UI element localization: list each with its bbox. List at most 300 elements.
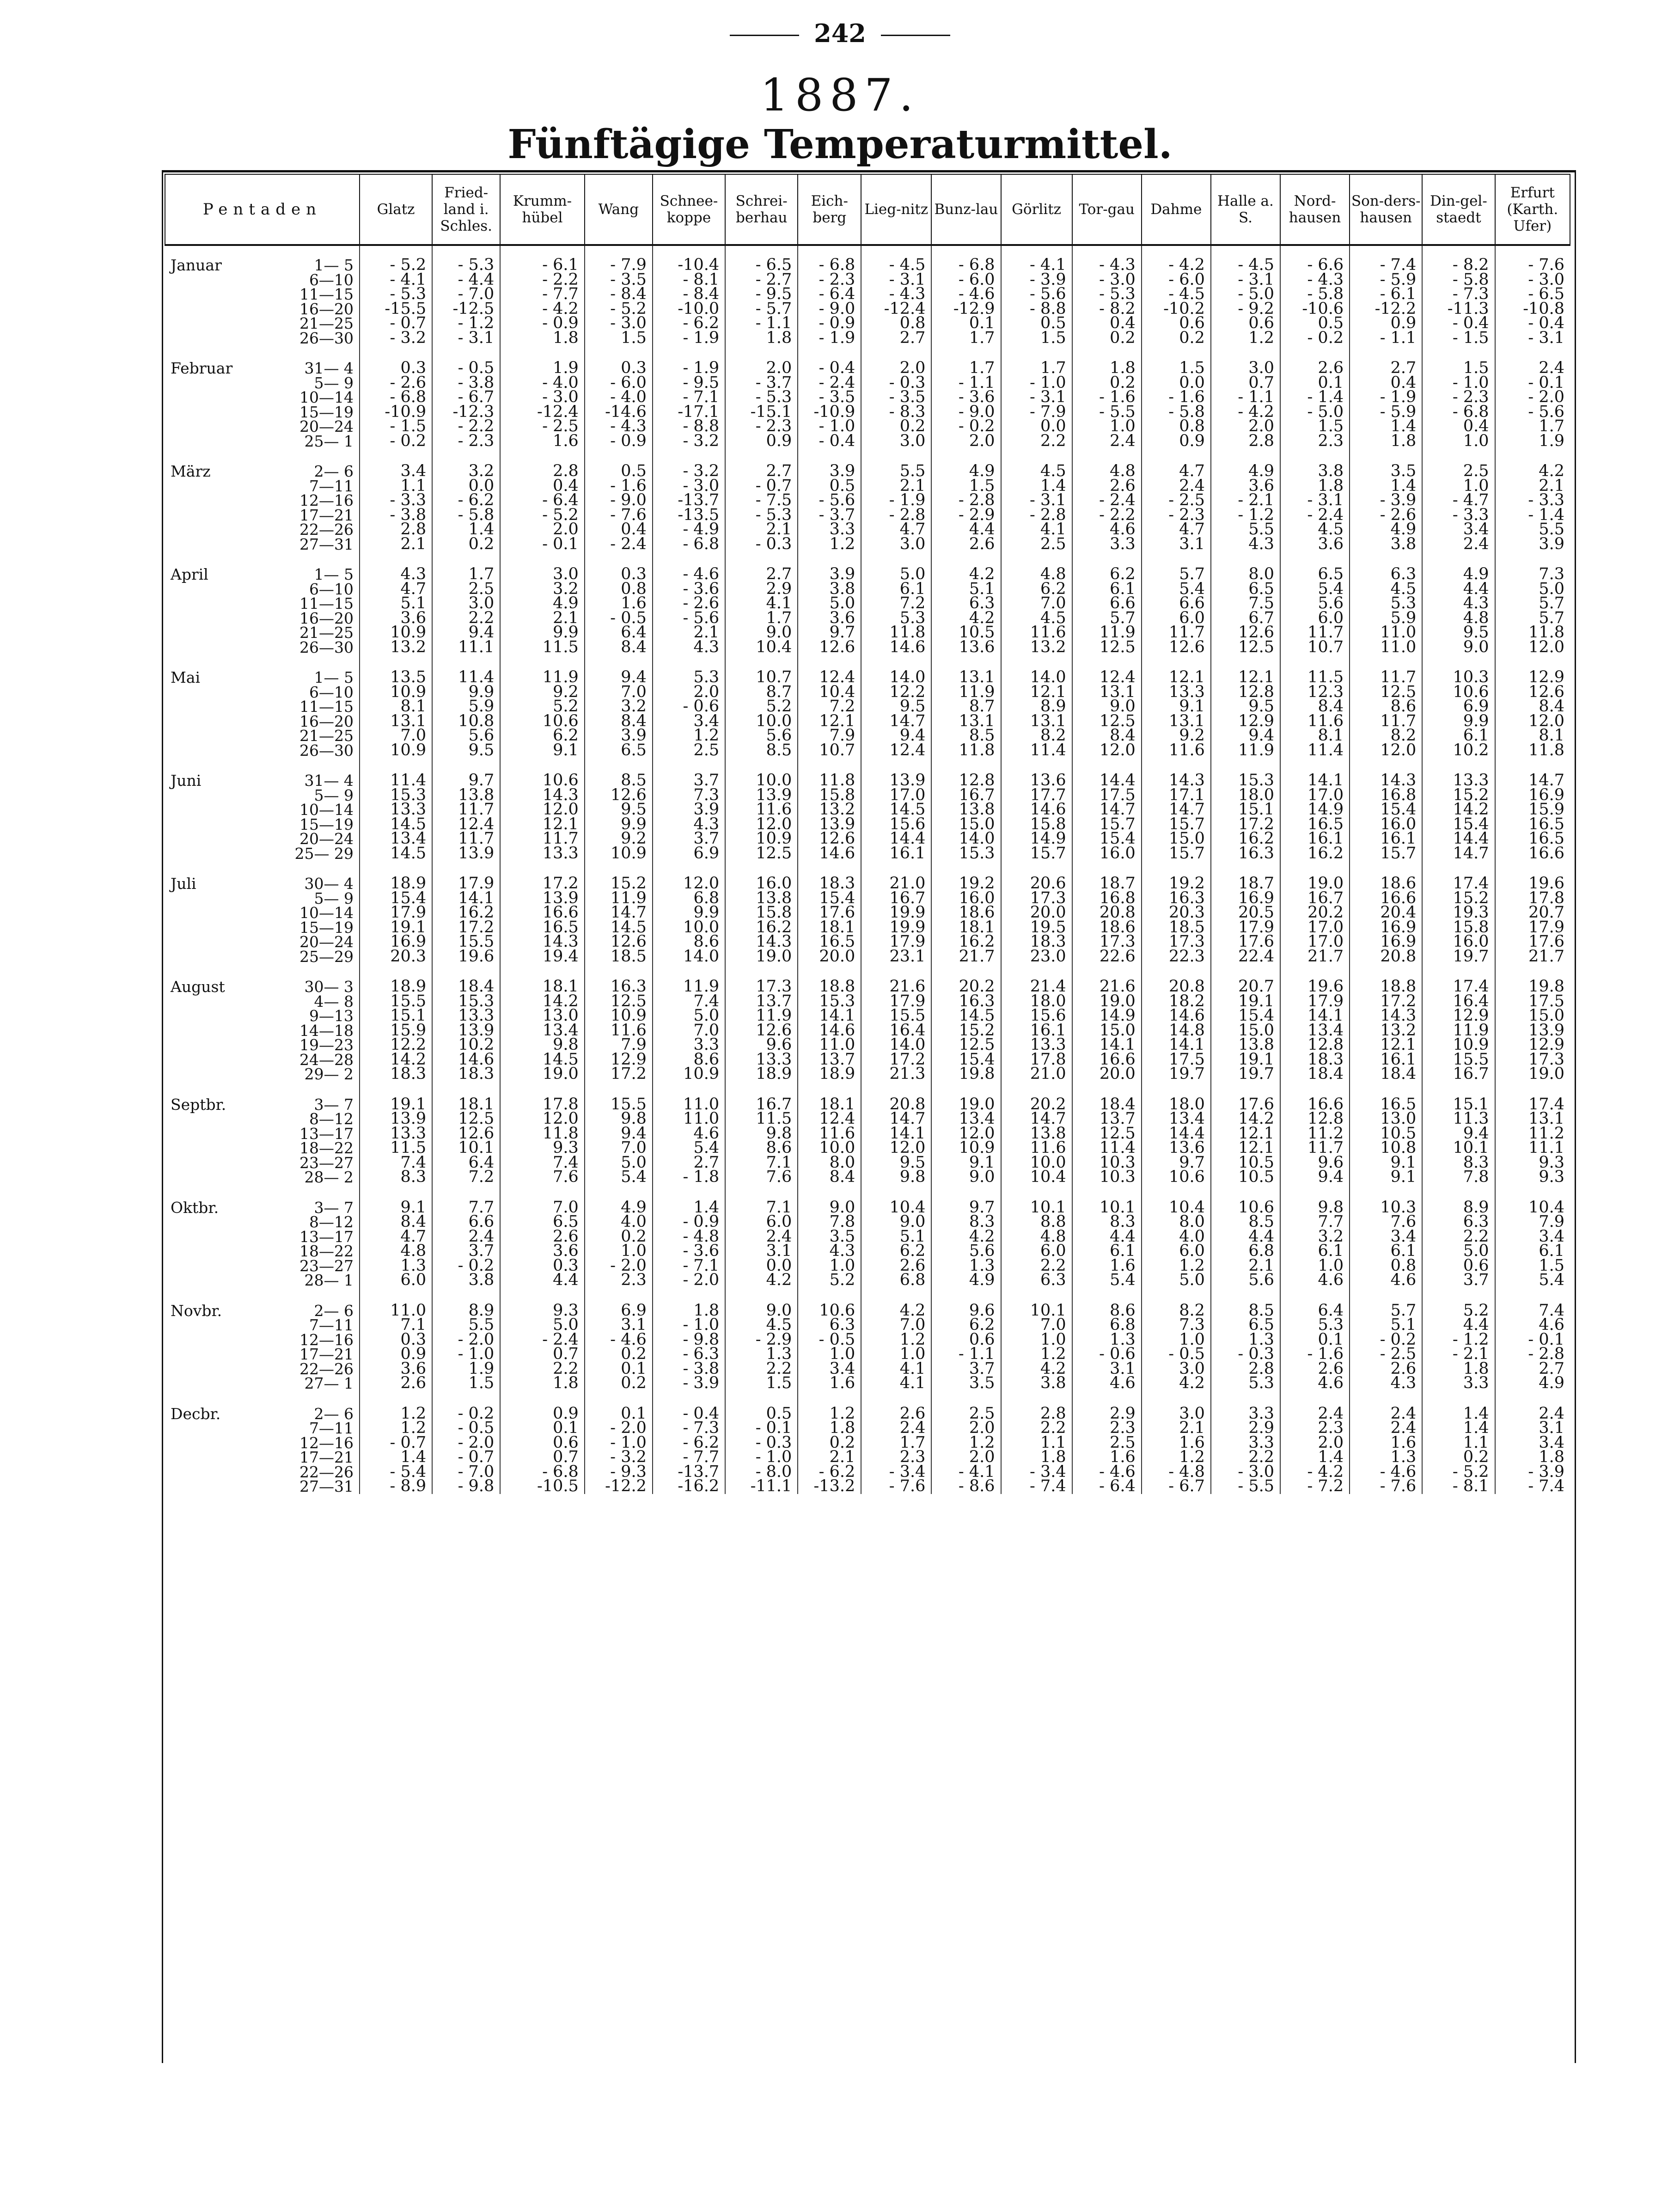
separator-cell [165,345,242,361]
temperature-value: 16.5 [1495,817,1570,832]
temperature-value: - 5.2 [360,258,432,273]
temperature-value: - 3.0 [1072,273,1142,288]
temperature-value: - 0.4 [798,361,861,376]
temperature-value: 0.5 [585,464,653,479]
temperature-value: - 6.8 [500,1465,585,1480]
temperature-value: -11.3 [1422,302,1495,317]
temperature-value: 3.0 [861,434,931,449]
table-row [165,1436,1570,1451]
temperature-value: 14.5 [360,817,432,832]
temperature-value: 11.9 [1072,625,1142,640]
pentade-range: 7—11 [309,1419,354,1438]
pentade-range: 17—21 [299,506,354,524]
temperature-value: - 2.6 [1350,508,1422,523]
temperature-value: -13.7 [653,1465,725,1480]
temperature-value: 13.9 [432,1023,500,1038]
temperature-value: 6.8 [653,891,725,906]
temperature-value: 14.1 [1280,1009,1350,1023]
temperature-value: 14.7 [1142,802,1211,817]
temperature-value: - 1.2 [1422,1333,1495,1347]
temperature-value: 19.1 [360,1097,432,1112]
temperature-value: - 7.3 [653,1421,725,1436]
temperature-value: 13.8 [1001,1127,1072,1141]
pentade-range: 6—10 [309,683,354,701]
temperature-value: 19.8 [931,1067,1001,1082]
temperature-value: 1.4 [1350,479,1422,494]
temperature-value: - 3.0 [1495,273,1570,288]
temperature-value: 10.4 [725,640,798,655]
temperature-value: 17.2 [500,876,585,891]
pentade-range: 7—11 [309,1316,354,1335]
table-row [165,817,1570,832]
temperature-value: - 1.0 [798,419,861,434]
temperature-value: 17.6 [1211,1097,1280,1112]
temperature-value: 13.7 [798,1053,861,1067]
temperature-value: 2.6 [500,1230,585,1244]
temperature-value: 16.8 [1350,788,1422,803]
month-label [165,625,242,640]
temperature-value: - 4.6 [931,287,1001,302]
temperature-value: - 7.9 [1001,405,1072,420]
temperature-value: 4.9 [500,596,585,611]
temperature-value: 9.3 [500,1141,585,1156]
temperature-value: 16.2 [725,920,798,935]
temperature-value: 12.0 [931,1127,1001,1141]
pentade-range: 22—26 [299,520,354,539]
temperature-value: - 4.6 [653,567,725,582]
header-station: Halle a. S. [1211,174,1280,245]
temperature-value: 14.5 [861,802,931,817]
temperature-value: 6.1 [1072,1244,1142,1259]
temperature-value: 6.0 [1001,1244,1072,1259]
temperature-value: - 7.2 [1280,1479,1350,1494]
temperature-value: -10.9 [798,405,861,420]
temperature-value: 0.5 [725,1407,798,1421]
temperature-value: 4.2 [1001,1362,1072,1377]
temperature-value: 12.1 [1001,685,1072,700]
temperature-value: 2.1 [360,537,432,552]
temperature-value: -10.0 [653,302,725,317]
temperature-value: 13.8 [725,891,798,906]
temperature-value: 1.0 [585,1244,653,1259]
temperature-value: - 3.2 [360,331,432,346]
temperature-value: 3.0 [432,596,500,611]
month-separator [165,1391,1570,1407]
temperature-value: 9.9 [585,817,653,832]
month-label [165,920,242,935]
temperature-value: 14.6 [861,640,931,655]
temperature-value: 19.0 [1280,876,1350,891]
temperature-value: 12.6 [432,1127,500,1141]
temperature-value: 2.6 [1072,479,1142,494]
temperature-value: 21.7 [1280,949,1350,964]
temperature-value: - 0.5 [585,611,653,626]
temperature-value: -12.5 [432,302,500,317]
month-label [165,302,242,317]
temperature-value: 1.1 [1422,1436,1495,1451]
temperature-value: 14.7 [1072,802,1142,817]
temperature-value: - 4.1 [1001,258,1072,273]
table-row [165,920,1570,935]
temperature-value: - 6.4 [798,287,861,302]
temperature-value: 17.5 [1142,1053,1211,1067]
temperature-value: 1.7 [432,567,500,582]
temperature-value: 2.3 [861,1450,931,1465]
month-separator [165,964,1570,980]
temperature-value: 17.7 [1001,788,1072,803]
temperature-value: - 2.0 [585,1259,653,1274]
temperature-value: 8.0 [1211,567,1280,582]
temperature-value: 20.7 [1495,906,1570,920]
temperature-value: - 2.8 [1495,1347,1570,1362]
temperature-value: 18.0 [1001,994,1072,1009]
temperature-value: 9.0 [725,1304,798,1318]
temperature-value: 5.0 [653,1009,725,1023]
temperature-value: 12.9 [1495,1038,1570,1053]
temperature-value: 12.4 [798,1112,861,1127]
temperature-value: - 8.2 [1422,258,1495,273]
temperature-value: 17.8 [500,1097,585,1112]
temperature-value: 10.3 [1350,1200,1422,1215]
temperature-value: 18.1 [931,920,1001,935]
temperature-value: 15.2 [1422,788,1495,803]
temperature-value: 9.7 [432,773,500,788]
temperature-value: 6.7 [1211,611,1280,626]
temperature-value: - 0.2 [432,1407,500,1421]
temperature-value: - 4.5 [861,258,931,273]
temperature-value: 13.9 [798,817,861,832]
temperature-value: 12.4 [861,743,931,758]
temperature-value: 4.2 [861,1304,931,1318]
temperature-value: 10.6 [500,714,585,729]
temperature-value: 5.7 [1495,596,1570,611]
table-row [165,611,1570,626]
separator-cell [165,1391,242,1407]
year-heading: 1887. [760,69,920,121]
temperature-value: 11.8 [1495,743,1570,758]
table-row [165,714,1570,729]
temperature-value: 15.0 [1072,1023,1142,1038]
temperature-value: 11.7 [1142,625,1211,640]
temperature-value: 8.0 [1142,1215,1211,1230]
temperature-value: 2.5 [1422,464,1495,479]
temperature-value: 14.3 [725,935,798,949]
temperature-value: 15.5 [1422,1053,1495,1067]
temperature-value: - 2.2 [500,273,585,288]
temperature-value: - 0.1 [1495,376,1570,391]
temperature-value: - 7.1 [653,390,725,405]
temperature-value: 1.8 [725,331,798,346]
temperature-value: 3.1 [725,1244,798,1259]
temperature-value: 16.1 [1280,832,1350,846]
temperature-value: 9.1 [500,743,585,758]
table-row [165,670,1570,685]
temperature-value: 9.9 [500,625,585,640]
table-row [165,1333,1570,1347]
temperature-value: 20.7 [1211,980,1280,994]
pentade-range: 16—20 [299,609,354,627]
temperature-value: - 4.0 [585,390,653,405]
temperature-value: 0.9 [725,434,798,449]
temperature-value: - 4.2 [1280,1465,1350,1480]
temperature-value: 1.4 [1422,1421,1495,1436]
temperature-value: 18.0 [1211,788,1280,803]
temperature-value: - 0.3 [725,537,798,552]
temperature-value: - 3.5 [798,390,861,405]
temperature-value: 12.4 [432,817,500,832]
temperature-value: - 2.0 [432,1333,500,1347]
temperature-value: - 4.3 [585,419,653,434]
temperature-value: 12.5 [585,994,653,1009]
temperature-value: 19.1 [1211,1053,1280,1067]
temperature-value: - 2.0 [1495,390,1570,405]
temperature-value: 14.6 [432,1053,500,1067]
temperature-value: 19.0 [1495,1067,1570,1082]
temperature-value: 11.6 [1142,743,1211,758]
temperature-value: - 5.3 [725,390,798,405]
temperature-value: 9.5 [861,1156,931,1170]
temperature-value: 0.4 [1350,376,1422,391]
pentade-range: 17—21 [299,1448,354,1467]
temperature-value: 1.2 [1211,331,1280,346]
temperature-value: 13.9 [861,773,931,788]
temperature-value: 20.2 [931,980,1001,994]
temperature-value: - 0.5 [798,1333,861,1347]
temperature-value: 18.8 [798,980,861,994]
temperature-value: 9.8 [1280,1200,1350,1215]
temperature-value: 19.2 [931,876,1001,891]
temperature-value: 7.7 [1280,1215,1350,1230]
temperature-value: 8.5 [931,729,1001,743]
temperature-value: 1.4 [1422,1407,1495,1421]
temperature-value: 11.2 [1280,1127,1350,1141]
temperature-value: - 0.7 [360,1436,432,1451]
temperature-value: 10.9 [653,1067,725,1082]
temperature-value: - 2.2 [1072,508,1142,523]
month-label: Januar [171,256,222,275]
temperature-value: 9.5 [1211,699,1280,714]
temperature-value: - 9.5 [653,376,725,391]
temperature-value: - 0.4 [653,1407,725,1421]
temperature-value: 20.6 [1001,876,1072,891]
temperature-value: 13.0 [500,1009,585,1023]
pentade-range: 4— 8 [314,992,354,1010]
temperature-value: - 2.1 [1422,1347,1495,1362]
temperature-value: 8.5 [1211,1215,1280,1230]
temperature-value: 7.9 [798,729,861,743]
temperature-value: 16.9 [1350,920,1422,935]
temperature-value: - 0.2 [1350,1333,1422,1347]
header-station: Son-ders-hausen [1350,174,1422,245]
temperature-value: 10.4 [861,1200,931,1215]
temperature-table [165,174,1570,1494]
temperature-value: - 1.9 [1350,390,1422,405]
temperature-value: 17.2 [1211,817,1280,832]
month-label: Oktbr. [171,1198,219,1217]
temperature-value: 1.4 [1280,1450,1350,1465]
temperature-value: 0.4 [1072,316,1142,331]
temperature-value: 4.9 [1350,522,1422,537]
temperature-value: 8.3 [360,1170,432,1185]
temperature-value: 9.5 [585,802,653,817]
temperature-value: 0.3 [500,1259,585,1274]
pentade-range: 5— 9 [314,889,354,907]
table-row [165,1304,1570,1318]
temperature-value: - 1.9 [861,493,931,508]
table-row [165,1067,1570,1082]
temperature-value: - 1.9 [653,331,725,346]
temperature-value: - 3.6 [931,390,1001,405]
temperature-value: 1.9 [500,361,585,376]
temperature-value: 15.0 [1211,1023,1280,1038]
table-row [165,1023,1570,1038]
temperature-value: 3.9 [653,802,725,817]
temperature-value: - 5.6 [1495,405,1570,420]
temperature-value: 2.8 [1211,434,1280,449]
temperature-value: 12.5 [1072,640,1142,655]
temperature-value: 12.9 [1495,670,1570,685]
temperature-value: 2.4 [432,1230,500,1244]
temperature-value: 2.7 [725,567,798,582]
temperature-value: - 3.1 [1001,493,1072,508]
pentade-range: 28— 2 [304,1168,354,1187]
temperature-value: 3.0 [1211,361,1280,376]
temperature-value: 8.5 [1211,1304,1280,1318]
temperature-value: 11.9 [585,891,653,906]
temperature-value: -15.1 [725,405,798,420]
temperature-value: - 1.0 [585,1436,653,1451]
temperature-value: 11.0 [360,1304,432,1318]
temperature-value: - 9.5 [725,287,798,302]
temperature-value: 2.1 [653,625,725,640]
temperature-value: 16.3 [931,994,1001,1009]
temperature-value: 2.5 [931,1407,1001,1421]
temperature-value: 10.2 [432,1038,500,1053]
temperature-value: - 8.1 [1422,1479,1495,1494]
temperature-value: 3.2 [1280,1230,1350,1244]
temperature-value: - 1.9 [653,361,725,376]
temperature-value: 5.3 [1211,1376,1280,1391]
temperature-value: 2.4 [1422,537,1495,552]
temperature-value: - 7.6 [1495,258,1570,273]
temperature-value: - 2.3 [1142,508,1211,523]
temperature-value: 15.3 [798,994,861,1009]
temperature-value: - 0.7 [725,479,798,494]
temperature-value: 14.1 [432,891,500,906]
month-separator [165,758,1570,773]
temperature-value: 2.0 [725,361,798,376]
temperature-value: 13.1 [931,714,1001,729]
pentade-range: 23—27 [299,1153,354,1172]
temperature-value: - 3.0 [500,390,585,405]
temperature-value: 7.0 [585,685,653,700]
temperature-value: 9.7 [931,1200,1001,1215]
temperature-value: 9.1 [1142,699,1211,714]
temperature-value: 14.1 [1280,773,1350,788]
temperature-value: 4.3 [360,567,432,582]
temperature-value: 15.4 [798,891,861,906]
month-label: Septbr. [171,1095,226,1114]
temperature-value: 10.4 [1142,1200,1211,1215]
temperature-value: 3.4 [1350,1230,1422,1244]
table-row [165,508,1570,523]
pentade-range: 16—20 [299,300,354,318]
temperature-value: 12.8 [1211,685,1280,700]
month-separator [165,1185,1570,1200]
temperature-value: 13.3 [500,846,585,861]
temperature-value: 14.4 [1072,773,1142,788]
temperature-value: 8.6 [1350,699,1422,714]
temperature-value: 6.4 [585,625,653,640]
table-row [165,625,1570,640]
table-row [165,1347,1570,1362]
temperature-value: 2.6 [1350,1362,1422,1377]
temperature-value: - 1.0 [725,1450,798,1465]
temperature-value: 3.6 [500,1244,585,1259]
temperature-value: 9.5 [861,699,931,714]
temperature-value: 9.4 [1211,729,1280,743]
temperature-value: 9.0 [861,1215,931,1230]
temperature-value: 10.0 [725,714,798,729]
temperature-value: 6.1 [861,582,931,597]
temperature-value: 4.6 [1072,1376,1142,1391]
temperature-value: 1.3 [725,1347,798,1362]
temperature-value: 15.2 [931,1023,1001,1038]
month-label: August [171,978,225,996]
temperature-value: 14.5 [500,1053,585,1067]
temperature-value: - 5.8 [1280,287,1350,302]
month-label [165,479,242,494]
temperature-value: 16.9 [1350,935,1422,949]
pentade-range: 14—18 [299,1021,354,1040]
temperature-value: 18.5 [585,949,653,964]
temperature-value: - 7.4 [1350,258,1422,273]
pentade-range: 1— 5 [314,668,354,687]
temperature-value: 1.6 [585,596,653,611]
temperature-value: 6.9 [653,846,725,861]
temperature-value: 2.7 [725,464,798,479]
temperature-value: 20.3 [1142,906,1211,920]
temperature-value: 15.3 [432,994,500,1009]
temperature-value: - 8.1 [653,273,725,288]
month-label [165,729,242,743]
temperature-value: 3.7 [653,832,725,846]
temperature-value: 3.9 [798,567,861,582]
temperature-value: 3.6 [1211,479,1280,494]
temperature-value: 15.6 [861,817,931,832]
temperature-value: 14.6 [1001,802,1072,817]
temperature-value: 12.0 [500,1112,585,1127]
month-label [165,1170,242,1185]
temperature-value: 15.8 [1001,817,1072,832]
table-row [165,1038,1570,1053]
header-pentaden: Pentaden [165,174,360,245]
temperature-value: 3.6 [360,1362,432,1377]
table-row [165,302,1570,317]
temperature-value: 17.1 [1142,788,1211,803]
temperature-value: 1.8 [1001,1450,1072,1465]
temperature-value: - 1.5 [360,419,432,434]
temperature-value: 6.2 [1001,582,1072,597]
pentade-range: 13—17 [299,1124,354,1143]
temperature-value: 10.1 [1001,1200,1072,1215]
pentade-range: 18—22 [299,1139,354,1157]
temperature-value: 3.6 [360,611,432,626]
temperature-value: 18.3 [360,1067,432,1082]
temperature-value: 0.7 [500,1347,585,1362]
temperature-value: 2.1 [500,611,585,626]
temperature-value: 13.4 [1280,1023,1350,1038]
